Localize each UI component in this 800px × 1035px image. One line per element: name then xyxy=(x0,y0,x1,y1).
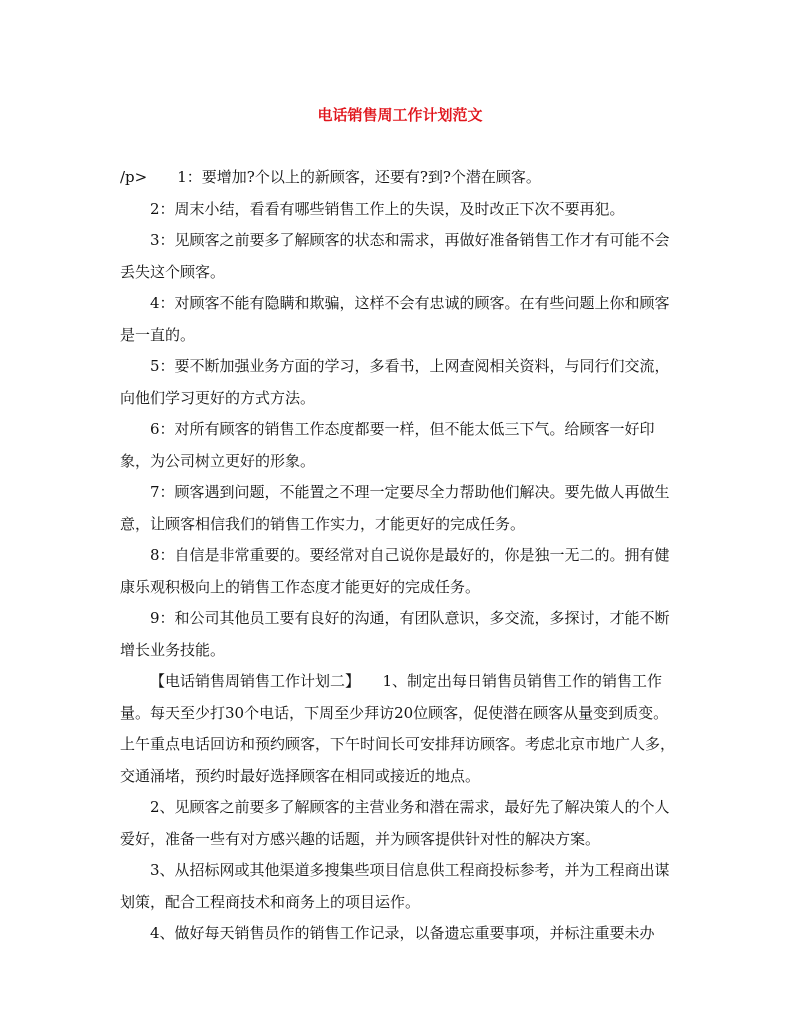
paragraph-1-text: 1：要增加?个以上的新顾客，还要有?到?个潜在顾客。 xyxy=(177,168,541,186)
document-body xyxy=(120,162,680,950)
paragraph-5: 5：要不断加强业务方面的学习，多看书，上网查阅相关资料，与同行们交流，向他们学习更好的方式方法。 xyxy=(120,357,670,407)
paragraph-1 xyxy=(120,162,680,194)
paragraph-section-2-item-2: 2、见顾客之前要多了解顾客的主营业务和潜在需求，最好先了解决策人的个人爱好，准备一些有对方感兴趣的话题，并为顾客提供针对性的解决方案。 xyxy=(120,798,670,848)
document-title: 电话销售周工作计划范文 xyxy=(317,106,483,124)
paragraph-2: 2：周末小结，看看有哪些销售工作上的失误，及时改正下次不要再犯。 xyxy=(150,199,625,218)
paragraph-4: 4：对顾客不能有隐瞒和欺骗，这样不会有忠诚的顾客。在有些问题上你和顾客是一直的。 xyxy=(120,294,670,344)
paragraph-section-2-item-1: 【电话销售周销售工作计划二】 1、制定出每日销售员销售工作的销售工作量。每天至少打30个电话，下周至少拜访20位顾客，促使潜在顾客从量变到质变。上午重点电话回访和预约顾客，下午时间长可安排拜访顾客。考虑北京市地广人多，交通涌堵，预约时最好选择顾客在相同或接近的地点。 xyxy=(120,672,676,785)
paragraph-7: 7：顾客遇到问题，不能置之不理一定要尽全力帮助他们解决。要先做人再做生意，让顾客相信我们的销售工作实力，才能更好的完成任务。 xyxy=(120,483,670,533)
paragraph-8: 8：自信是非常重要的。要经常对自己说你是最好的，你是独一无二的。拥有健康乐观积极向上的销售工作态度才能更好的完成任务。 xyxy=(120,546,670,596)
paragraph-section-2-item-4: 4、做好每天销售员作的销售工作记录，以备遗忘重要事项，并标注重要未办 xyxy=(150,924,655,942)
paragraph-section-2-item-3: 3、从招标网或其他渠道多搜集些项目信息供工程商投标参考，并为工程商出谋划策，配合工程商技术和商务上的项目运作。 xyxy=(120,861,670,911)
paragraph-9: 9：和公司其他员工要有良好的沟通，有团队意识，多交流，多探讨，才能不断增长业务技能。 xyxy=(120,609,670,659)
markup-artifact-text: /p> xyxy=(120,168,148,186)
paragraph-3: 3：见顾客之前要多了解顾客的状态和需求，再做好准备销售工作才有可能不会丢失这个顾客。 xyxy=(120,231,670,281)
paragraph-6: 6：对所有顾客的销售工作态度都要一样，但不能太低三下气。给顾客一好印象，为公司树立更好的形象。 xyxy=(120,420,655,470)
